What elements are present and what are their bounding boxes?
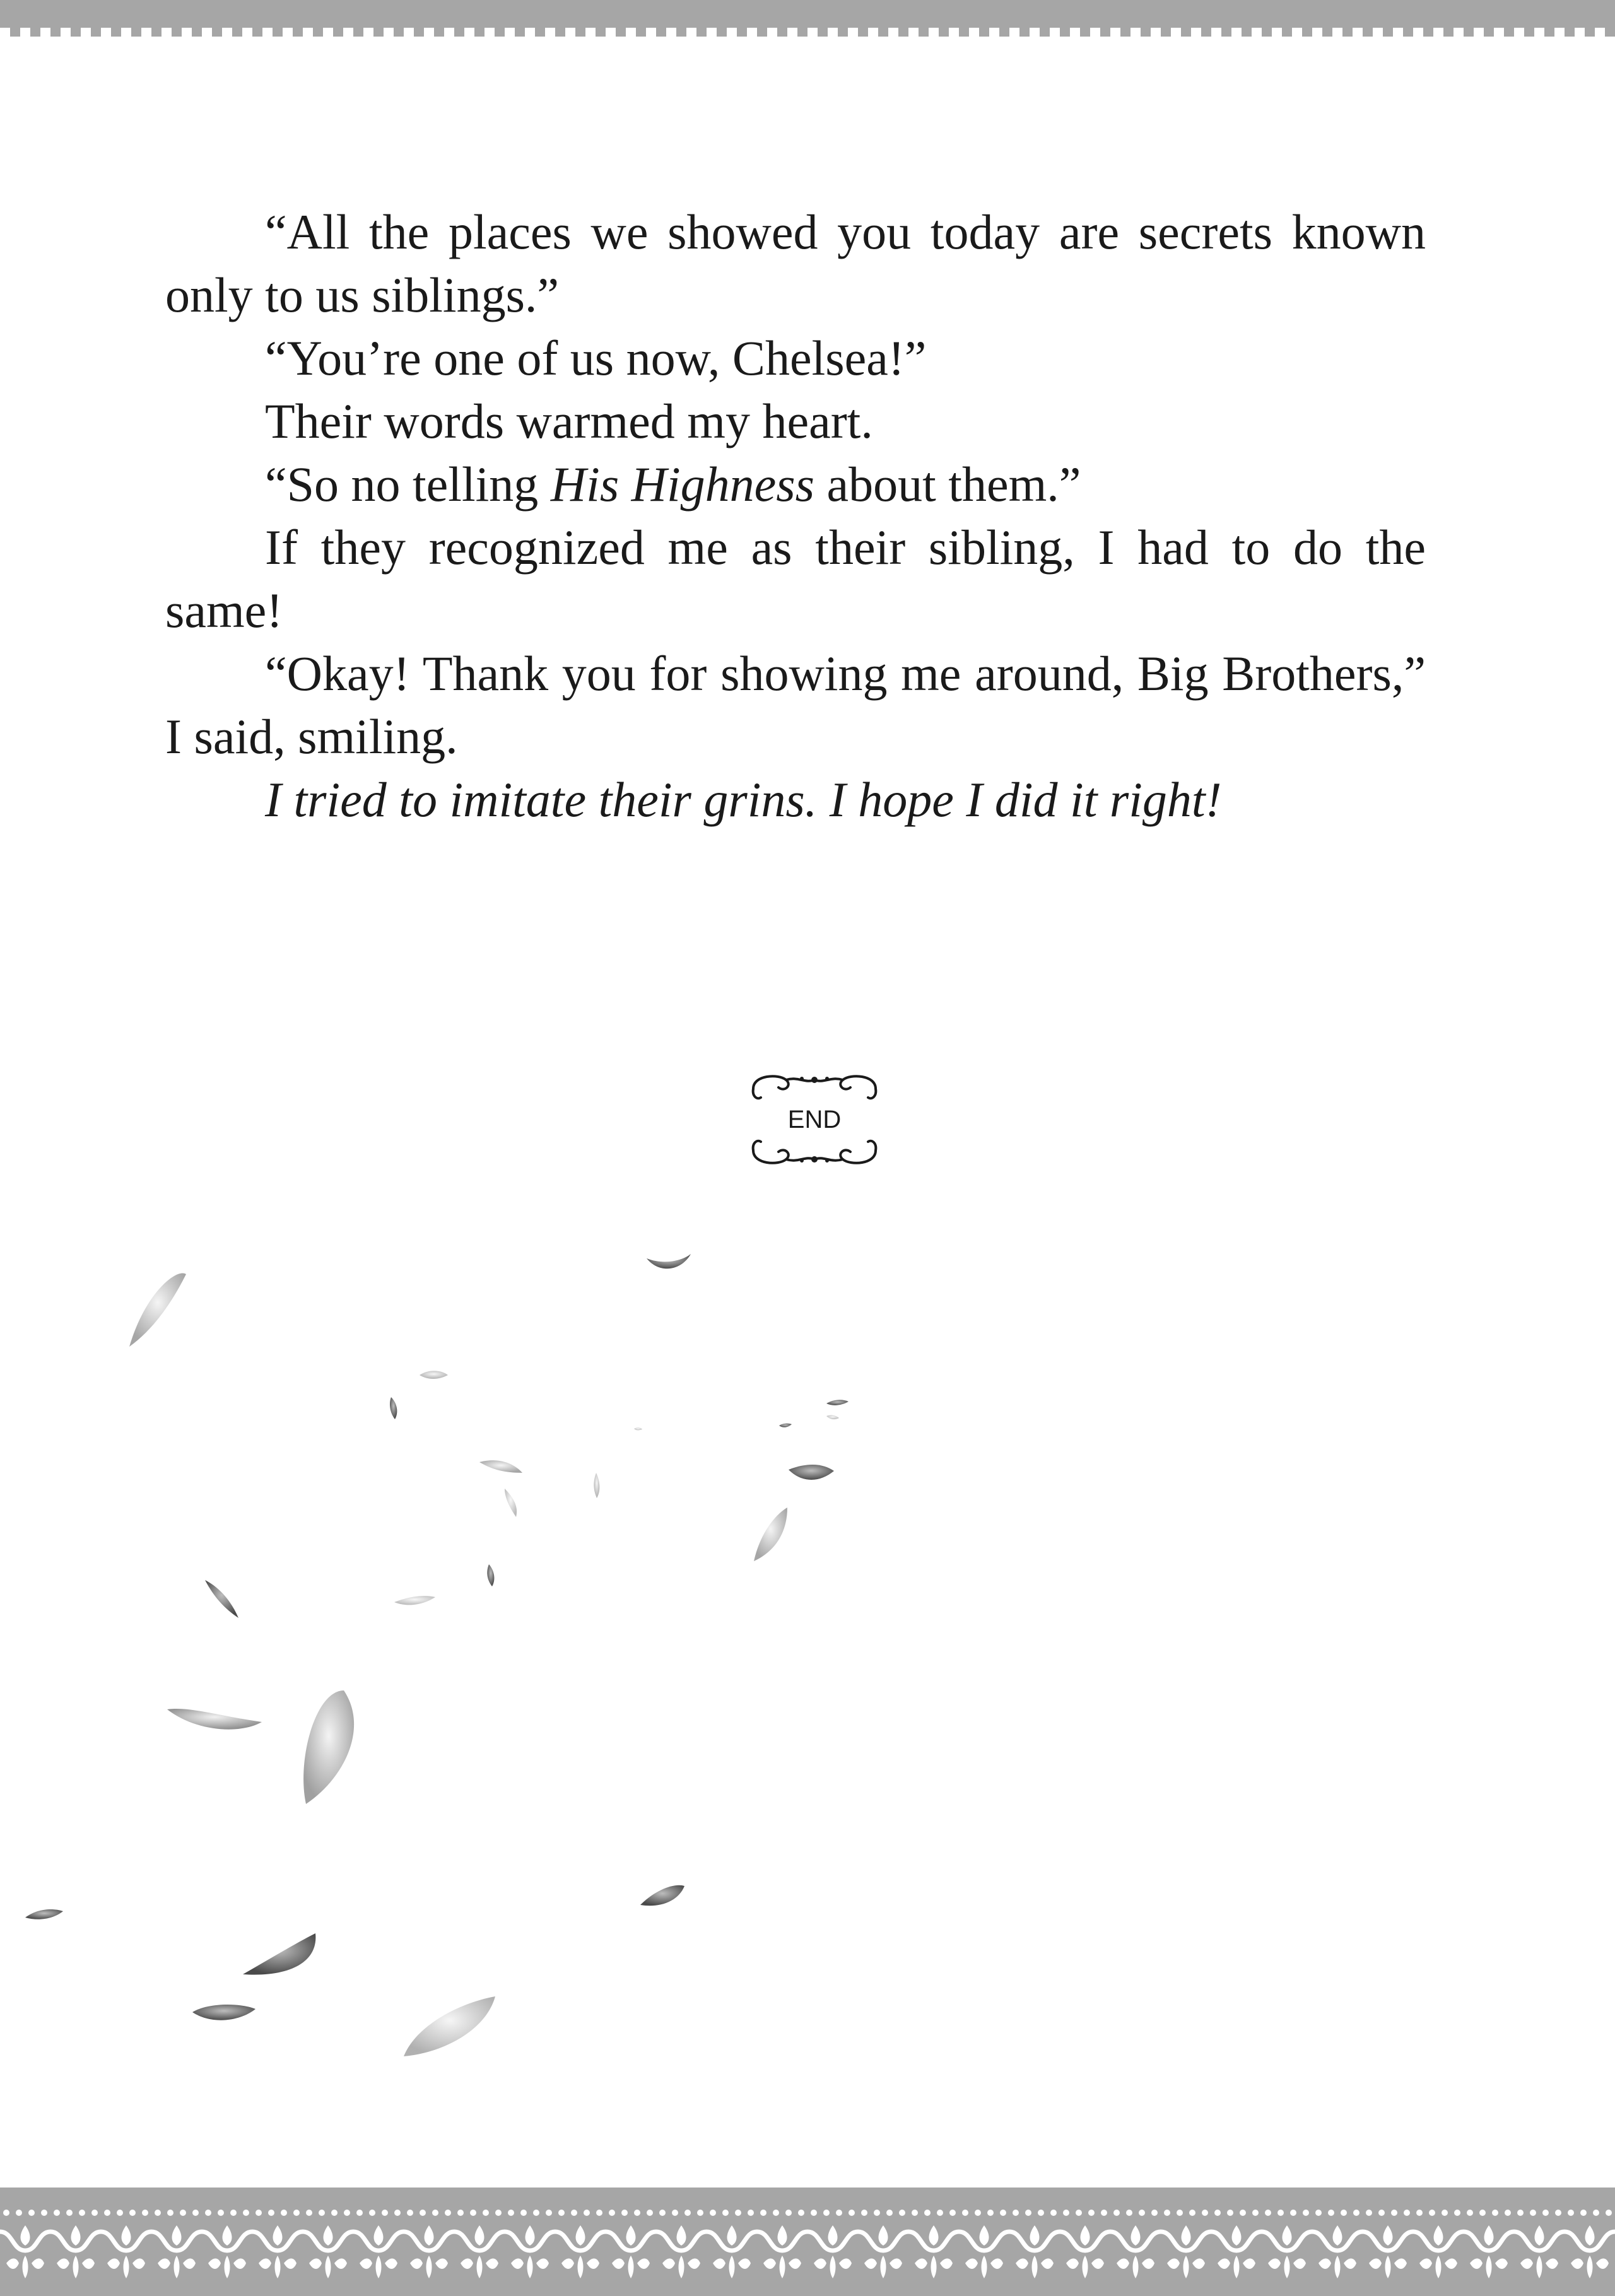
paragraph-1: “All the places we showed you today are secrets known only to us siblings.” (165, 204, 1426, 322)
paragraph-5: If they recognized me as their sibling, I had to do the same! (165, 520, 1426, 638)
story-text (165, 201, 1426, 831)
paragraph-4 (165, 453, 1426, 516)
top-border-decoration (0, 0, 1615, 37)
paragraph-3: Their words warmed my heart. (265, 394, 873, 448)
petal-group (25, 1254, 849, 2056)
paragraph-4-emphasis: His Highness (550, 457, 814, 512)
end-ornament (742, 1066, 887, 1173)
paragraph-4-before: “So no telling (265, 457, 551, 512)
lace-pattern-icon (0, 2206, 1615, 2282)
falling-petals-illustration (0, 1236, 946, 2094)
paragraph-7: I tried to imitate their grins. I hope I did it right! (265, 772, 1222, 827)
paragraph-2: “You’re one of us now, Chelsea!” (265, 331, 927, 385)
end-label: END (787, 1105, 842, 1133)
bottom-border-decoration (0, 2188, 1615, 2296)
paragraph-4-after: about them.” (814, 457, 1081, 512)
paragraph-6: “Okay! Thank you for showing me around, Big Brothers,” I said, smiling. (165, 646, 1426, 764)
